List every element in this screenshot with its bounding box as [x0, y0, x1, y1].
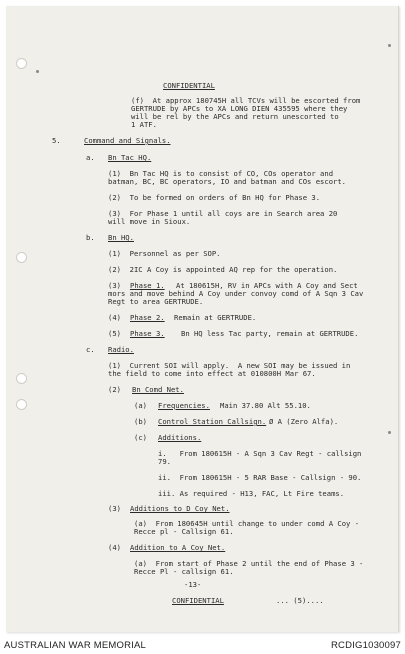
- c2c-ii-line: ii. From 180615H - 5 RAR Base - Callsign - 90.: [158, 473, 362, 482]
- archive-footer: [0, 636, 405, 654]
- para-f-line-3: will be rel by the APCs and return unescorted to: [131, 112, 339, 121]
- c4a-line-1: (a) From start of Phase 2 until the end of Phase 3 -: [134, 559, 364, 568]
- b5-number: (5): [108, 329, 121, 338]
- document-page: [6, 6, 399, 632]
- document-footer-confidential: CONFIDENTIAL: [172, 596, 224, 605]
- b4-number: (4): [108, 313, 121, 322]
- a1-line-2: batman, BC, BC operators, IO and batman and COs escort.: [108, 177, 346, 186]
- para-f-line-4: 1 ATF.: [131, 120, 157, 129]
- para-f-line-1: (f) At approx 180745H all TCVs will be escorted from: [131, 96, 361, 105]
- sub-c-letter: c.: [86, 345, 95, 354]
- margin-mark-right-top: [388, 44, 391, 47]
- b2-line: (2) 2IC A Coy is appointed AQ rep for the operation.: [108, 265, 338, 274]
- b3-line-1: At 180615H, RV in APCs with A Coy and Sect: [176, 281, 358, 290]
- c4a-line-2: Recce Pl - callsign 61.: [134, 567, 234, 576]
- section-5-title: Command and Signals.: [84, 136, 171, 145]
- archive-name: AUSTRALIAN WAR MEMORIAL: [4, 640, 147, 651]
- c4-number: (4): [108, 543, 121, 552]
- margin-mark-left: [36, 70, 39, 73]
- c2a-text: Main 37.80 Alt 55.10.: [220, 401, 311, 410]
- punch-hole-bottom: [16, 399, 27, 410]
- b3-number: (3): [108, 281, 121, 290]
- section-5-number: 5.: [52, 136, 61, 145]
- c2c-number: (c): [134, 433, 147, 442]
- b4-text: Remain at GERTRUDE.: [174, 313, 257, 322]
- b3-label: Phase 1.: [130, 281, 165, 290]
- sub-b-letter: b.: [86, 233, 95, 242]
- a3-line-1: (3) For Phase 1 until all coys are in Search area 20: [108, 209, 338, 218]
- punch-hole-top: [16, 58, 27, 69]
- continuation-marker: ... (5)....: [276, 596, 324, 605]
- sub-b-title: Bn HQ.: [108, 233, 134, 242]
- b1-line: (1) Personnel as per SOP.: [108, 249, 221, 258]
- c3a-line-1: (a) From 180645H until change to under comd A Coy -: [134, 519, 360, 528]
- b3-line-3: Regt to area GERTRUDE.: [108, 297, 204, 306]
- c2-title: Bn Comd Net.: [132, 385, 184, 394]
- document-header: CONFIDENTIAL: [163, 81, 215, 90]
- c3a-line-2: Recce pl - Callsign 61.: [134, 527, 234, 536]
- a2-line: (2) To be formed on orders of Bn HQ for Phase 3.: [108, 193, 321, 202]
- c2b-label: Control Station Callsign.: [158, 417, 267, 426]
- b4-label: Phase 2.: [130, 313, 165, 322]
- c2-number: (2): [108, 385, 121, 394]
- c4-title: Addition to A Coy Net.: [130, 543, 226, 552]
- c1-line-1: (1) Current SOI will apply. A new SOI may be issued in: [108, 361, 351, 370]
- punch-hole-upper: [16, 252, 27, 263]
- punch-hole-lower: [16, 373, 27, 384]
- c2a-number: (a): [134, 401, 147, 410]
- c1-line-2: the field to come into effect at 010800H Mar 67.: [108, 369, 316, 378]
- c2b-text: Ø A (Zero Alfa).: [269, 417, 339, 426]
- sub-a-letter: a.: [86, 153, 95, 162]
- para-f-line-2: GERTRUDE by APCs to XA LONG DIEN 435595 where they: [131, 104, 348, 113]
- page-number: -13-: [184, 580, 202, 589]
- c3-title: Additions to D Coy Net.: [130, 504, 230, 513]
- b5-label: Phase 3.: [130, 329, 165, 338]
- c2c-i-line-1: i. From 180615H - A Sqn 3 Cav Regt - callsign: [158, 449, 362, 458]
- sub-a-title: Bn Tac HQ.: [108, 153, 152, 162]
- archive-reference: RCDIG1030097: [331, 640, 401, 651]
- sub-c-title: Radio.: [108, 345, 134, 354]
- a1-line-1: (1) Bn Tac HQ is to consist of CO, COs operator and: [108, 169, 334, 178]
- b3-line-2: mors and move behind A Coy under convoy comd of A Sqn 3 Cav: [108, 289, 364, 298]
- b5-text: Bn HQ less Tac party, remain at GERTRUDE.: [181, 329, 359, 338]
- c2c-i-line-2: 79.: [158, 457, 171, 466]
- margin-mark-right-bottom: [388, 431, 391, 434]
- c2c-iii-line: iii. As required - H13, FAC, Lt Fire teams.: [158, 489, 345, 498]
- c3-number: (3): [108, 504, 121, 513]
- a3-line-2: will move in Sioux.: [108, 217, 191, 226]
- c2c-label: Additions.: [158, 433, 202, 442]
- c2b-number: (b): [134, 417, 147, 426]
- c2a-label: Frequencies.: [158, 401, 210, 410]
